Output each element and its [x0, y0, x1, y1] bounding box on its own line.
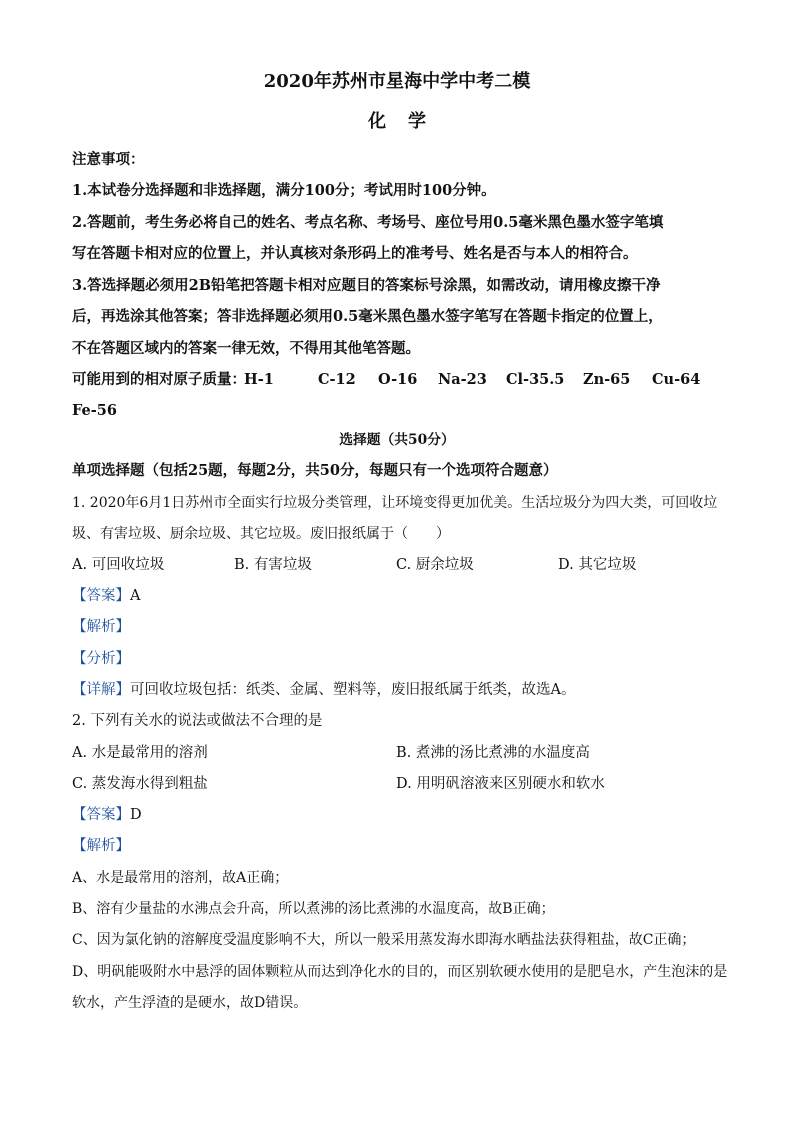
q2-answer-tag: 【答案】: [72, 807, 130, 823]
section-subtitle: 单项选择题（包括25题，每题2分，共50分，每题只有一个选项符合题意）: [72, 462, 558, 479]
notice-item-3-cont: 后，再选涂其他答案；答非选择题必须用0.5毫米黑色墨水签字笔写在答题卡指定的位置上，: [72, 308, 663, 325]
q1-detail: [72, 680, 575, 700]
q2-stem: 2. 下列有关水的说法或做法不合理的是: [72, 713, 323, 729]
q2-option-d: D. 用明矾溶液来区别硬水和软水: [396, 776, 605, 792]
q2-answer: [72, 805, 142, 825]
q1-detail-text: 可回收垃圾包括：纸类、金属、塑料等，废旧报纸属于纸类，故选A。: [130, 682, 576, 698]
notice-item-3-end: 不在答题区域内的答案一律无效，不得用其他笔答题。: [72, 340, 420, 357]
q1-analysis-tag: 【解析】: [72, 619, 130, 635]
subject-title: 化学: [367, 111, 449, 132]
q1-option-b: B. 有害垃圾: [234, 557, 312, 573]
atomic-mass-o: O-16: [378, 371, 418, 388]
q1-stem-line2: 圾、有害垃圾、厨余垃圾、其它垃圾。废旧报纸属于（ ）: [72, 526, 450, 542]
q2-analysis-c: C、因为氯化钠的溶解度受温度影响不大，所以一般采用蒸发海水即海水晒盐法获得粗盐，故C正确；: [72, 932, 696, 948]
notice-item-2-cont: 写在答题卡相对应的位置上，并认真核对条形码上的准考号、姓名是否与本人的相符合。: [72, 245, 638, 262]
atomic-mass-cu: Cu-64: [652, 371, 701, 388]
notice-item-3: 3.答选择题必须用2B铅笔把答题卡相对应题目的答案标号涂黑，如需改动，请用橡皮擦干净: [72, 277, 661, 294]
atomic-mass-na: Na-23: [438, 371, 487, 388]
atomic-mass-fe: Fe-56: [72, 402, 117, 419]
q1-stem-line1: 1. 2020年6月1日苏州市全面实行垃圾分类管理，让环境变得更加优美。生活垃圾分为四大类，可回收垃: [72, 495, 718, 511]
atomic-mass-cl: Cl-35.5: [506, 371, 565, 388]
q2-analysis-tag: 【解析】: [72, 838, 130, 854]
q2-option-b: B. 煮沸的汤比煮沸的水温度高: [396, 745, 590, 761]
q1-answer: [72, 586, 140, 606]
q2-option-c: C. 蒸发海水得到粗盐: [72, 776, 208, 792]
notice-heading: 注意事项：: [72, 151, 145, 168]
q2-answer-value: D: [130, 807, 142, 823]
notice-item-1: 1.本试卷分选择题和非选择题，满分100分；考试用时100分钟。: [72, 182, 496, 199]
q1-fenxi-tag: 【分析】: [72, 651, 130, 667]
q1-answer-tag: 【答案】: [72, 588, 130, 604]
atomic-mass-label: 可能用到的相对原子质量：: [72, 371, 246, 388]
notice-item-2: 2.答题前，考生务必将自己的姓名、考点名称、考场号、座位号用0.5毫米黑色墨水签字笔填: [72, 214, 664, 231]
section-title: 选择题（共50分）: [339, 432, 455, 448]
atomic-mass-h: H-1: [244, 371, 274, 388]
atomic-mass-zn: Zn-65: [583, 371, 631, 388]
q1-answer-value: A: [130, 588, 141, 604]
atomic-mass-c: C-12: [318, 371, 356, 388]
q1-option-d: D. 其它垃圾: [558, 557, 637, 573]
q2-option-a: A. 水是最常用的溶剂: [72, 745, 208, 761]
q2-analysis-d: D、明矾能吸附水中悬浮的固体颗粒从而达到净化水的目的，而区别软硬水使用的是肥皂水，产生泡沫的是: [72, 964, 728, 980]
q1-option-c: C. 厨余垃圾: [396, 557, 474, 573]
q1-detail-tag: 【详解】: [72, 682, 130, 698]
q1-option-a: A. 可回收垃圾: [72, 557, 165, 573]
q2-analysis-d-cont: 软水，产生浮渣的是硬水，故D错误。: [72, 995, 308, 1011]
q2-analysis-b: B、溶有少量盐的水沸点会升高，所以煮沸的汤比煮沸的水温度高，故B正确；: [72, 901, 555, 917]
q2-analysis-a: A、水是最常用的溶剂，故A正确；: [72, 870, 289, 886]
page-title: 2020年苏州市星海中学中考二模: [263, 71, 531, 92]
